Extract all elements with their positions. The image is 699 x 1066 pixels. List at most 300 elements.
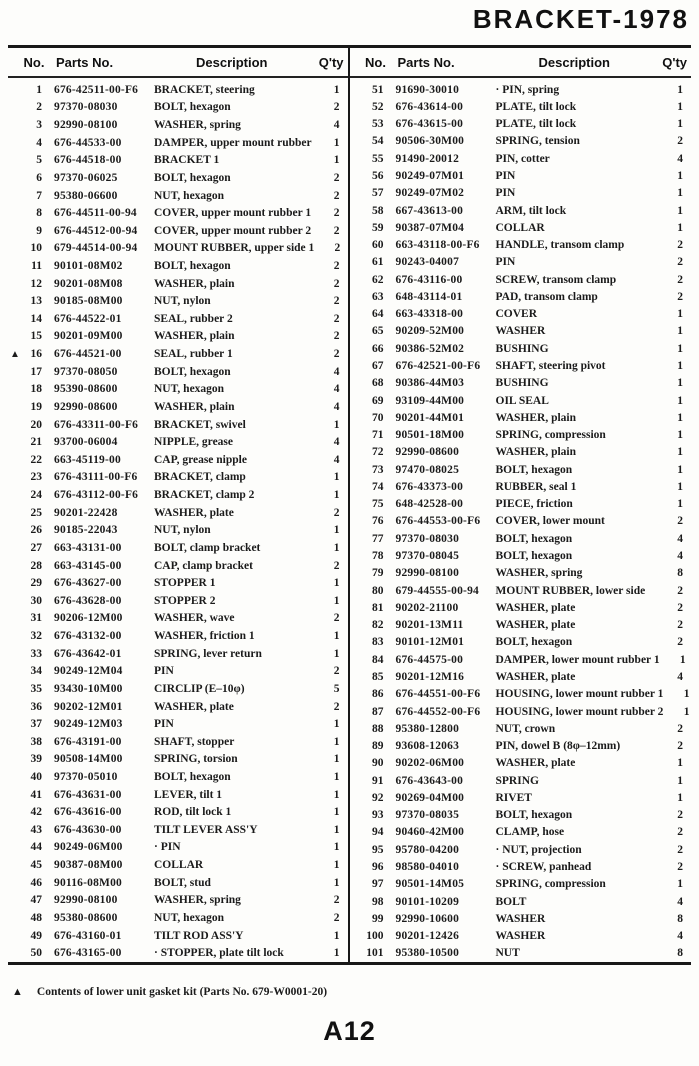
table-body-left xyxy=(8,78,348,962)
row-qty: 1 xyxy=(333,718,340,731)
row-parts-no: 676-44533-00 xyxy=(54,136,122,149)
row-no: 97 xyxy=(372,878,384,891)
row-description: SEAL, rubber 2 xyxy=(154,312,233,325)
row-qty: 1 xyxy=(333,806,340,819)
row-parts-no: 91690-30010 xyxy=(395,83,460,96)
table-row xyxy=(350,254,692,271)
row-no: 30 xyxy=(30,594,42,607)
row-parts-no: 90101-10209 xyxy=(395,895,460,908)
row-qty: 1 xyxy=(333,859,340,872)
row-parts-no: 90249-07M02 xyxy=(395,187,465,200)
row-description: BOLT, hexagon xyxy=(495,809,573,822)
row-parts-no: 648-42528-00 xyxy=(395,498,464,511)
table-row xyxy=(350,306,692,323)
row-qty: 1 xyxy=(677,187,683,200)
row-parts-no: 90116-08M00 xyxy=(54,876,122,889)
row-qty: 1 xyxy=(333,735,340,748)
row-qty: 1 xyxy=(677,325,683,338)
row-parts-no: 97370-08030 xyxy=(54,101,118,114)
footnote-text: Contents of lower unit gasket kit (Parts No. 679-W0001-20) xyxy=(36,986,328,998)
row-parts-no: 90201-09M00 xyxy=(54,330,123,343)
row-no: 65 xyxy=(372,325,384,338)
row-qty: 4 xyxy=(677,532,683,545)
parts-table-left-column xyxy=(8,48,350,962)
table-row xyxy=(8,486,348,504)
row-qty: 1 xyxy=(333,541,340,554)
row-parts-no: 97370-05010 xyxy=(54,770,118,783)
row-no: 90 xyxy=(372,757,384,770)
row-no: 87 xyxy=(372,705,384,718)
table-row xyxy=(8,433,348,451)
row-parts-no: 676-44575-00 xyxy=(395,653,464,666)
row-parts-no: 93109-44M00 xyxy=(395,394,465,407)
row-description: BOLT, hexagon xyxy=(495,636,573,649)
row-no: 94 xyxy=(372,826,384,839)
row-description: SPRING xyxy=(495,774,539,787)
table-row xyxy=(350,910,692,927)
row-no: 98 xyxy=(372,895,384,908)
table-row xyxy=(8,944,348,962)
table-row xyxy=(8,627,348,645)
table-row xyxy=(8,134,348,152)
row-parts-no: 97470-08025 xyxy=(395,463,460,476)
row-description: BOLT, hexagon xyxy=(154,770,231,783)
row-no: 1 xyxy=(36,83,42,96)
row-no: 54 xyxy=(372,135,384,148)
row-qty: 4 xyxy=(677,152,683,165)
row-qty: 1 xyxy=(677,377,683,390)
row-description: RIVET xyxy=(495,791,532,804)
table-row xyxy=(350,98,692,115)
row-parts-no: 676-43631-00 xyxy=(54,788,122,801)
row-no: 19 xyxy=(30,400,42,413)
row-parts-no: 90101-08M02 xyxy=(54,260,123,272)
row-no: 44 xyxy=(30,841,42,854)
row-description: WASHER, plain xyxy=(154,330,235,343)
column-header-qty: Q'ty xyxy=(318,54,344,70)
row-no: 29 xyxy=(30,577,42,590)
row-no: 79 xyxy=(372,567,384,580)
row-parts-no: 679-44514-00-94 xyxy=(54,242,138,255)
row-description: WASHER, spring xyxy=(154,119,241,132)
row-description: NUT, nylon xyxy=(154,295,211,308)
row-description: · STOPPER, plate tilt lock xyxy=(154,947,284,960)
table-row xyxy=(8,363,348,381)
row-parts-no: 90202-06M00 xyxy=(395,757,465,770)
row-description: SPRING, compression xyxy=(495,429,606,442)
row-qty: 1 xyxy=(333,823,340,836)
row-parts-no: 676-43643-00 xyxy=(395,774,464,787)
row-no: 28 xyxy=(30,559,42,572)
row-no: 62 xyxy=(372,273,384,286)
row-qty: 4 xyxy=(677,550,683,563)
row-description: BUSHING xyxy=(495,377,549,390)
table-row xyxy=(8,751,348,769)
row-description: · PIN xyxy=(154,841,181,854)
row-qty: 4 xyxy=(677,670,683,683)
row-no: 25 xyxy=(30,506,42,519)
row-no: 51 xyxy=(372,83,384,96)
row-parts-no: 90202-12M01 xyxy=(54,700,123,713)
row-no: 4 xyxy=(36,136,42,149)
row-description: COVER, upper mount rubber 2 xyxy=(154,224,312,237)
table-row xyxy=(8,592,348,610)
table-row xyxy=(8,522,348,540)
table-row xyxy=(350,634,692,651)
row-parts-no: 676-44553-00-F6 xyxy=(395,515,481,528)
row-no: 67 xyxy=(372,360,384,373)
row-description: COVER, lower mount xyxy=(495,515,605,528)
row-no: 101 xyxy=(366,947,384,960)
table-row xyxy=(8,81,348,99)
row-qty: 1 xyxy=(677,221,683,234)
row-parts-no: 676-44511-00-94 xyxy=(54,207,137,220)
table-row xyxy=(8,469,348,487)
row-no: 60 xyxy=(372,239,384,252)
row-qty: 2 xyxy=(333,911,340,924)
table-row xyxy=(350,617,692,634)
column-header-description: Description xyxy=(195,54,268,70)
row-parts-no: 97370-08035 xyxy=(395,809,460,822)
row-qty: 1 xyxy=(683,688,690,701)
row-parts-no: 90209-52M00 xyxy=(395,325,465,338)
row-description: MOUNT RUBBER, lower side xyxy=(495,584,646,597)
row-parts-no: 676-42511-00-F6 xyxy=(54,83,139,96)
row-parts-no: 663-43131-00 xyxy=(54,541,122,554)
row-description: PIN xyxy=(495,187,516,200)
row-qty: 1 xyxy=(677,791,683,804)
row-parts-no: 95380-12800 xyxy=(395,722,460,735)
row-qty: 4 xyxy=(333,365,340,378)
row-no: 91 xyxy=(372,774,384,787)
table-row xyxy=(350,202,692,219)
row-qty: 4 xyxy=(333,436,340,449)
row-parts-no: 90249-07M01 xyxy=(395,170,465,182)
triangle-marker-icon: ▲ xyxy=(12,986,23,998)
row-qty: 1 xyxy=(677,204,683,217)
row-description: SEAL, rubber 1 xyxy=(154,348,233,361)
row-no: 85 xyxy=(372,670,384,683)
row-no: 39 xyxy=(30,753,42,766)
table-row xyxy=(350,772,692,789)
row-no: 31 xyxy=(30,612,42,625)
row-parts-no: 92990-08100 xyxy=(54,894,118,907)
table-row xyxy=(8,222,348,240)
row-qty: 1 xyxy=(677,429,683,442)
table-row xyxy=(350,720,692,737)
table-row xyxy=(350,876,692,893)
row-qty: 1 xyxy=(333,136,340,149)
row-parts-no: 92990-08100 xyxy=(395,567,460,580)
row-qty: 4 xyxy=(333,453,340,466)
table-row xyxy=(8,275,348,293)
row-no: 12 xyxy=(30,277,42,290)
row-description: BOLT, hexagon xyxy=(154,365,231,378)
row-no: 88 xyxy=(372,722,384,735)
table-row xyxy=(350,323,692,340)
row-no: 73 xyxy=(372,463,384,476)
table-row xyxy=(350,651,692,668)
row-description: BOLT, hexagon xyxy=(154,260,231,272)
row-description: MOUNT RUBBER, upper side 1 xyxy=(154,242,315,255)
row-description: DAMPER, lower mount rubber 1 xyxy=(495,653,660,666)
table-row xyxy=(350,444,692,461)
row-parts-no: 676-43116-00 xyxy=(395,273,463,286)
row-parts-no: 667-43613-00 xyxy=(395,204,464,217)
row-description: WASHER, plate xyxy=(495,619,576,632)
table-row xyxy=(8,204,348,222)
row-description: PAD, transom clamp xyxy=(495,290,598,303)
table-row xyxy=(350,167,692,184)
row-parts-no: 676-44522-01 xyxy=(54,312,122,325)
row-description: NUT xyxy=(495,947,520,960)
row-parts-no: 90501-18M00 xyxy=(395,429,465,442)
row-no: 100 xyxy=(366,930,384,943)
table-row xyxy=(350,530,692,547)
row-parts-no: 90201-12426 xyxy=(395,930,460,943)
row-no: 37 xyxy=(30,718,42,731)
table-header-right xyxy=(350,48,692,78)
row-no: 46 xyxy=(30,876,42,889)
row-no: 70 xyxy=(372,411,384,424)
row-description: BRACKET, clamp 2 xyxy=(154,489,255,502)
table-row xyxy=(350,824,692,841)
row-parts-no: 90269-04M00 xyxy=(395,791,465,804)
row-qty: 2 xyxy=(677,843,683,856)
row-parts-no: 90201-13M11 xyxy=(395,619,464,632)
row-parts-no: 676-43615-00 xyxy=(395,118,464,131)
row-description: NUT, hexagon xyxy=(154,189,225,202)
row-description: PLATE, tilt lock xyxy=(495,100,577,113)
table-row xyxy=(8,116,348,134)
row-qty: 2 xyxy=(333,260,340,272)
row-qty: 1 xyxy=(677,170,683,182)
row-no: 45 xyxy=(30,859,42,872)
row-parts-no: 90506-30M00 xyxy=(395,135,465,148)
row-no: 78 xyxy=(372,550,384,563)
table-row xyxy=(350,755,692,772)
row-qty: 2 xyxy=(677,273,683,286)
row-description: CAP, grease nipple xyxy=(154,453,247,466)
row-no: 15 xyxy=(30,330,42,343)
row-qty: 1 xyxy=(333,788,340,801)
row-qty: 2 xyxy=(333,894,340,907)
row-parts-no: 95380-10500 xyxy=(395,947,460,960)
row-description: ARM, tilt lock xyxy=(495,204,567,217)
table-row xyxy=(8,257,348,275)
row-description: WASHER, wave xyxy=(154,612,235,625)
table-row xyxy=(350,513,692,530)
table-row xyxy=(8,539,348,557)
table-row xyxy=(350,357,692,374)
row-no: 34 xyxy=(30,665,42,678)
row-no: 24 xyxy=(30,489,42,502)
row-no: 49 xyxy=(30,929,42,942)
table-row xyxy=(350,841,692,858)
row-description: BRACKET, clamp xyxy=(154,471,246,484)
row-qty: 2 xyxy=(333,506,340,519)
table-row xyxy=(8,292,348,310)
row-parts-no: 663-43318-00 xyxy=(395,308,464,321)
row-parts-no: 90201-44M01 xyxy=(395,411,465,424)
table-row xyxy=(350,219,692,236)
row-qty: 2 xyxy=(677,860,683,873)
table-row xyxy=(8,99,348,117)
table-row xyxy=(8,874,348,892)
table-row xyxy=(8,169,348,187)
row-qty: 2 xyxy=(333,189,340,202)
row-qty: 1 xyxy=(333,647,340,660)
row-parts-no: 90386-44M03 xyxy=(395,377,465,390)
row-description: BRACKET, steering xyxy=(154,83,255,96)
row-parts-no: 676-43112-00-F6 xyxy=(54,489,139,502)
row-no: 6 xyxy=(36,171,42,184)
row-no: 40 xyxy=(30,770,42,783)
table-row xyxy=(8,416,348,434)
row-description: WASHER xyxy=(495,930,546,943)
table-row xyxy=(350,392,692,409)
row-parts-no: 95380-06600 xyxy=(54,189,118,202)
table-row xyxy=(8,240,348,258)
row-no: 2 xyxy=(36,101,42,114)
row-parts-no: 676-43642-01 xyxy=(54,647,122,660)
row-parts-no: 90201-08M08 xyxy=(54,277,123,290)
row-parts-no: 90249-12M03 xyxy=(54,718,123,731)
row-parts-no: 90460-42M00 xyxy=(395,826,465,839)
row-qty: 1 xyxy=(333,753,340,766)
row-description: WASHER, plate xyxy=(154,700,234,713)
row-no: 82 xyxy=(372,619,384,632)
row-description: PIN, cotter xyxy=(495,152,550,165)
row-no: 18 xyxy=(30,383,42,396)
row-qty: 2 xyxy=(677,826,683,839)
row-no: 55 xyxy=(372,152,384,165)
row-no: 64 xyxy=(372,308,384,321)
row-parts-no: 676-44512-00-94 xyxy=(54,224,138,237)
row-qty: 2 xyxy=(677,740,683,753)
table-row xyxy=(8,610,348,628)
row-qty: 2 xyxy=(677,584,683,597)
row-description: BOLT, clamp bracket xyxy=(154,541,261,554)
row-no: 76 xyxy=(372,515,384,528)
row-qty: 4 xyxy=(333,119,340,132)
row-description: TILT LEVER ASS'Y xyxy=(154,823,258,836)
row-qty: 1 xyxy=(677,100,683,113)
row-no: 23 xyxy=(30,471,42,484)
row-description: COLLAR xyxy=(495,221,545,234)
row-description: WASHER xyxy=(495,325,546,338)
column-header-description: Description xyxy=(538,54,610,70)
row-description: COVER, upper mount rubber 1 xyxy=(154,207,312,220)
table-row xyxy=(350,478,692,495)
row-qty: 1 xyxy=(333,876,340,889)
row-qty: 2 xyxy=(333,171,340,184)
row-qty: 2 xyxy=(333,700,340,713)
row-no: 22 xyxy=(30,453,42,466)
row-description: BUSHING xyxy=(495,342,549,355)
row-description: WASHER, spring xyxy=(495,567,583,580)
row-qty: 5 xyxy=(333,682,340,695)
table-row xyxy=(350,789,692,806)
row-parts-no: 92990-08100 xyxy=(54,119,118,132)
row-description: BOLT, hexagon xyxy=(495,550,573,563)
row-description: WASHER, plain xyxy=(154,277,235,290)
row-description: HANDLE, transom clamp xyxy=(495,239,625,252)
row-qty: 8 xyxy=(677,567,683,580)
row-parts-no: 98580-04010 xyxy=(395,860,460,873)
row-description: BRACKET 1 xyxy=(154,154,220,167)
table-row xyxy=(8,680,348,698)
row-no: 5 xyxy=(36,154,42,167)
table-row xyxy=(350,496,692,513)
table-row xyxy=(350,461,692,478)
row-qty: 2 xyxy=(333,224,340,237)
table-row xyxy=(8,645,348,663)
table-row xyxy=(8,328,348,346)
row-qty: 2 xyxy=(333,348,340,361)
row-qty: 1 xyxy=(677,360,683,373)
row-description: PIECE, friction xyxy=(495,498,573,511)
table-row xyxy=(8,733,348,751)
row-description: STOPPER 1 xyxy=(154,577,216,590)
table-row xyxy=(8,151,348,169)
row-parts-no: 676-43616-00 xyxy=(54,806,122,819)
table-header-left xyxy=(8,48,348,78)
row-description: WASHER, plain xyxy=(495,411,577,424)
row-no: 47 xyxy=(30,894,42,907)
row-parts-no: 97370-08050 xyxy=(54,365,118,378)
row-parts-no: 676-43111-00-F6 xyxy=(54,471,138,484)
footnote xyxy=(12,986,327,998)
row-no: 86 xyxy=(372,688,384,701)
row-parts-no: 95390-08600 xyxy=(54,383,118,396)
table-row xyxy=(350,340,692,357)
row-description: NUT, hexagon xyxy=(154,911,225,924)
row-no: 35 xyxy=(30,682,42,695)
row-qty: 1 xyxy=(683,705,690,718)
row-qty: 1 xyxy=(677,83,683,96)
row-no: 7 xyxy=(36,189,42,202)
row-no: 72 xyxy=(372,446,384,459)
table-row xyxy=(350,927,692,944)
row-description: PIN xyxy=(154,665,174,678)
row-parts-no: 97370-06025 xyxy=(54,171,118,184)
row-no: 21 xyxy=(30,436,42,449)
row-qty: 1 xyxy=(677,480,683,493)
row-description: DAMPER, upper mount rubber xyxy=(154,136,312,149)
row-no: 16 xyxy=(30,348,42,361)
row-no: 26 xyxy=(30,524,42,537)
row-qty: 2 xyxy=(677,636,683,649)
row-parts-no: 90201-12M16 xyxy=(395,670,465,683)
column-header-parts-no: Parts No. xyxy=(56,54,114,70)
table-row xyxy=(8,345,348,363)
row-parts-no: 90501-14M05 xyxy=(395,878,465,891)
table-row xyxy=(8,892,348,910)
row-no: 58 xyxy=(372,204,384,217)
row-qty: 4 xyxy=(333,383,340,396)
row-description: SHAFT, steering pivot xyxy=(495,360,606,373)
column-header-no: No. xyxy=(365,54,386,70)
table-row xyxy=(350,426,692,443)
row-qty: 1 xyxy=(677,342,683,355)
row-qty: 1 xyxy=(333,471,340,484)
row-no: 42 xyxy=(30,806,42,819)
row-parts-no: 95380-08600 xyxy=(54,911,118,924)
table-row xyxy=(350,409,692,426)
row-parts-no: 92990-08600 xyxy=(395,446,460,459)
table-row xyxy=(8,909,348,927)
